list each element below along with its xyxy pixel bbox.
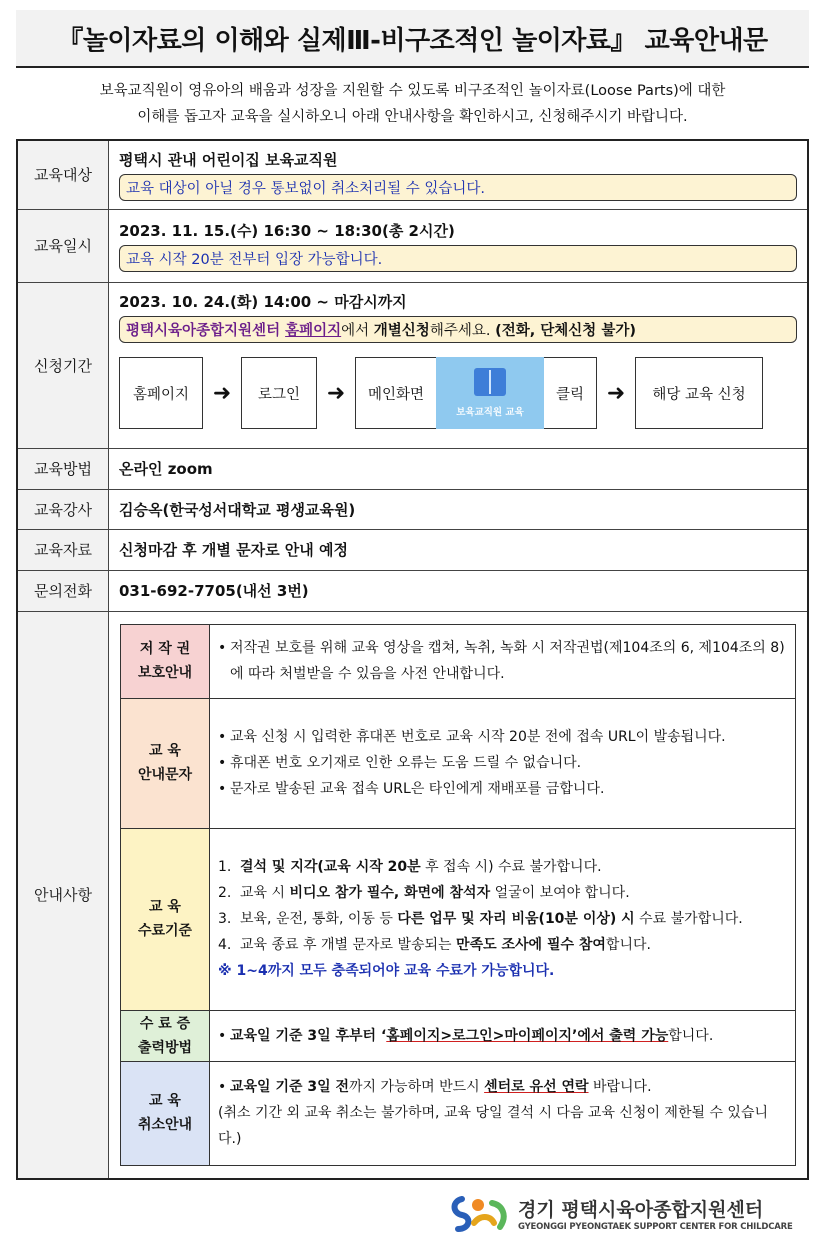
cancel-deadline: 교육일 기준 3일 전 <box>230 1079 350 1095</box>
cancel-label-2: 취소안내 <box>137 1117 193 1133</box>
flow-step-click: 클릭 <box>555 386 584 403</box>
criteria-4-bold: 만족도 조사에 필수 참여 <box>456 937 606 953</box>
staff-education-banner <box>436 357 544 429</box>
flow-step-apply: 해당 교육 신청 <box>635 357 763 429</box>
label-datetime: 교육일시 <box>17 209 109 282</box>
intro-line-1: 보육교직원이 영유아의 배움과 성장을 지원할 수 있도록 비구조적인 놀이자료(Loose Parts)에 대한 <box>99 83 726 99</box>
criteria-note: ※ 1~4까지 모두 충족되어야 교육 수료가 가능합니다. <box>218 963 555 979</box>
item-number: 1. <box>218 859 232 875</box>
datetime-main: 2023. 11. 15.(수) 16:30 ~ 18:30(총 2시간) <box>119 221 455 240</box>
bullet-icon: • <box>218 1079 227 1095</box>
label-notice: 안내사항 <box>17 611 109 1179</box>
sms-text-3: 문자로 발송된 교육 접속 URL은 타인에게 재배포를 금합니다. <box>230 781 605 797</box>
certificate-label-2: 출력방법 <box>137 1039 193 1056</box>
label-contact: 문의전화 <box>17 570 109 611</box>
period-note <box>119 316 797 343</box>
notice-table <box>120 624 796 1166</box>
sms-label-2: 안내문자 <box>137 767 193 783</box>
flow-step-login: 로그인 <box>241 357 317 429</box>
criteria-1-bold: 결석 및 지각(교육 시작 20분 <box>240 859 421 875</box>
center-logo <box>448 1192 808 1234</box>
sms-text-2: 휴대폰 번호 오기재로 인한 오류는 도움 드릴 수 없습니다. <box>230 755 582 771</box>
flow-step-main-label: 메인화면 <box>367 386 425 403</box>
cancel-label-1: 교 육 <box>149 1093 181 1109</box>
individual-apply: 개별신청 <box>373 323 430 339</box>
banner-label: 보육교직원 교육 <box>456 407 524 418</box>
bullet-icon: • <box>218 755 227 771</box>
center-name: 평택시육아종합지원센터 <box>126 323 286 339</box>
copyright-label-1: 저 작 권 <box>139 641 191 657</box>
notice-cancel <box>121 1061 796 1165</box>
cancel-footnote: (취소 기간 외 교육 취소는 불가하며, 교육 당일 결석 시 다음 교육 신청이 제한될 수 있습니다.) <box>218 1105 769 1147</box>
intro-line-2: 이해를 돕고자 교육을 실시하오니 아래 안내사항을 확인하시고, 신청해주시기 바랍니다. <box>137 109 688 125</box>
certificate-path: 홈페이지>로그인>마이페이지’에서 출력 가능 <box>386 1027 669 1044</box>
label-material: 교육자료 <box>17 529 109 570</box>
item-number: 4. <box>218 937 232 953</box>
certificate-text: 합니다. <box>668 1027 714 1044</box>
notice-criteria <box>121 828 796 1010</box>
arrow-icon: ➜ <box>326 380 346 406</box>
copyright-label-2: 보호안내 <box>137 665 193 681</box>
flow-step-homepage: 홈페이지 <box>119 357 203 429</box>
cancel-text: 까지 가능하며 반드시 <box>349 1079 485 1095</box>
document-title-bar <box>16 10 809 68</box>
item-number: 3. <box>218 911 232 927</box>
criteria-3-bold: 다른 업무 및 자리 비움(10분 이상) 시 <box>397 911 635 927</box>
cancel-contact: 센터로 유선 연락 <box>484 1079 589 1095</box>
row-datetime <box>17 209 808 282</box>
sms-label-1: 교 육 <box>149 743 181 759</box>
apply-flow <box>119 357 797 429</box>
cancel-text: 바랍니다. <box>588 1079 652 1095</box>
criteria-3-text: 보육, 운전, 통화, 이동 등 <box>240 911 398 927</box>
label-lecturer: 교육강사 <box>17 489 109 529</box>
document-title: 『놀이자료의 이해와 실제Ⅲ-비구조적인 놀이자료』 교육안내문 <box>57 25 768 56</box>
bullet-icon: • <box>218 640 227 656</box>
datetime-note: 교육 시작 20분 전부터 입장 가능합니다. <box>119 245 797 272</box>
intro-text <box>16 78 809 130</box>
criteria-2-text: 얼굴이 보여야 합니다. <box>490 885 630 901</box>
method-value: 온라인 zoom <box>109 448 809 489</box>
flow-step-main <box>355 357 597 429</box>
copyright-text: 저작권 보호를 위해 교육 영상을 캡쳐, 녹취, 녹화 시 저작권법(제104조의 6, 제104조의 8)에 따라 처벌받을 수 있음을 사전 안내합니다. <box>230 640 785 682</box>
book-icon <box>474 368 506 396</box>
notice-copyright <box>121 624 796 698</box>
contact-value: 031-692-7705(내선 3번) <box>109 570 809 611</box>
row-lecturer <box>17 489 808 529</box>
sms-text-1: 교육 신청 시 입력한 휴대폰 번호로 교육 시작 20분 전에 접속 URL이 발송됩니다. <box>230 729 726 745</box>
material-value: 신청마감 후 개별 문자로 안내 예정 <box>109 529 809 570</box>
label-period: 신청기간 <box>17 282 109 448</box>
criteria-label-1: 교 육 <box>149 899 181 915</box>
phone-group-not-allowed: (전화, 단체신청 불가) <box>495 323 636 339</box>
criteria-4-text: 교육 종료 후 개별 문자로 발송되는 <box>240 937 457 953</box>
lecturer-value: 김승옥(한국성서대학교 평생교육원) <box>109 489 809 529</box>
criteria-4-text: 합니다. <box>605 937 651 953</box>
row-contact <box>17 570 808 611</box>
bullet-icon: • <box>218 729 227 745</box>
logo-korean: 경기 평택시육아종합지원센터 <box>518 1198 764 1221</box>
arrow-icon: ➜ <box>212 380 232 406</box>
criteria-2-bold: 비디오 참가 필수, 화면에 참석자 <box>289 885 491 901</box>
logo-english: GYEONGGI PYEONGTAEK SUPPORT CENTER FOR CHILDCARE <box>518 1221 793 1232</box>
target-main: 평택시 관내 어린이집 보육교직원 <box>119 150 338 169</box>
row-notice <box>17 611 808 1179</box>
row-target <box>17 140 808 209</box>
info-table <box>16 139 809 1180</box>
target-note: 교육 대상이 아닐 경우 통보없이 취소처리될 수 있습니다. <box>119 174 797 201</box>
item-number: 2. <box>218 885 232 901</box>
note-text: 에서 <box>341 323 374 339</box>
notice-certificate <box>121 1010 796 1061</box>
row-period <box>17 282 808 448</box>
arrow-icon: ➜ <box>606 380 626 406</box>
certificate-label-1: 수 료 증 <box>139 1015 191 1032</box>
row-material <box>17 529 808 570</box>
criteria-1-text: 후 접속 시) 수료 불가합니다. <box>420 859 602 875</box>
logo-icon <box>448 1193 512 1233</box>
label-target: 교육대상 <box>17 140 109 209</box>
note-text: 해주세요. <box>429 323 496 339</box>
period-main: 2023. 10. 24.(화) 14:00 ~ 마감시까지 <box>119 293 407 311</box>
homepage-link[interactable]: 홈페이지 <box>285 323 342 339</box>
criteria-3-text: 수료 불가합니다. <box>634 911 743 927</box>
label-method: 교육방법 <box>17 448 109 489</box>
notice-sms <box>121 698 796 828</box>
criteria-2-text: 교육 시 <box>240 885 290 901</box>
row-method <box>17 448 808 489</box>
bullet-icon: • <box>218 781 227 797</box>
certificate-text: 교육일 기준 3일 후부터 ‘ <box>230 1027 387 1044</box>
bullet-icon: • <box>218 1027 227 1044</box>
criteria-label-2: 수료기준 <box>137 923 193 939</box>
